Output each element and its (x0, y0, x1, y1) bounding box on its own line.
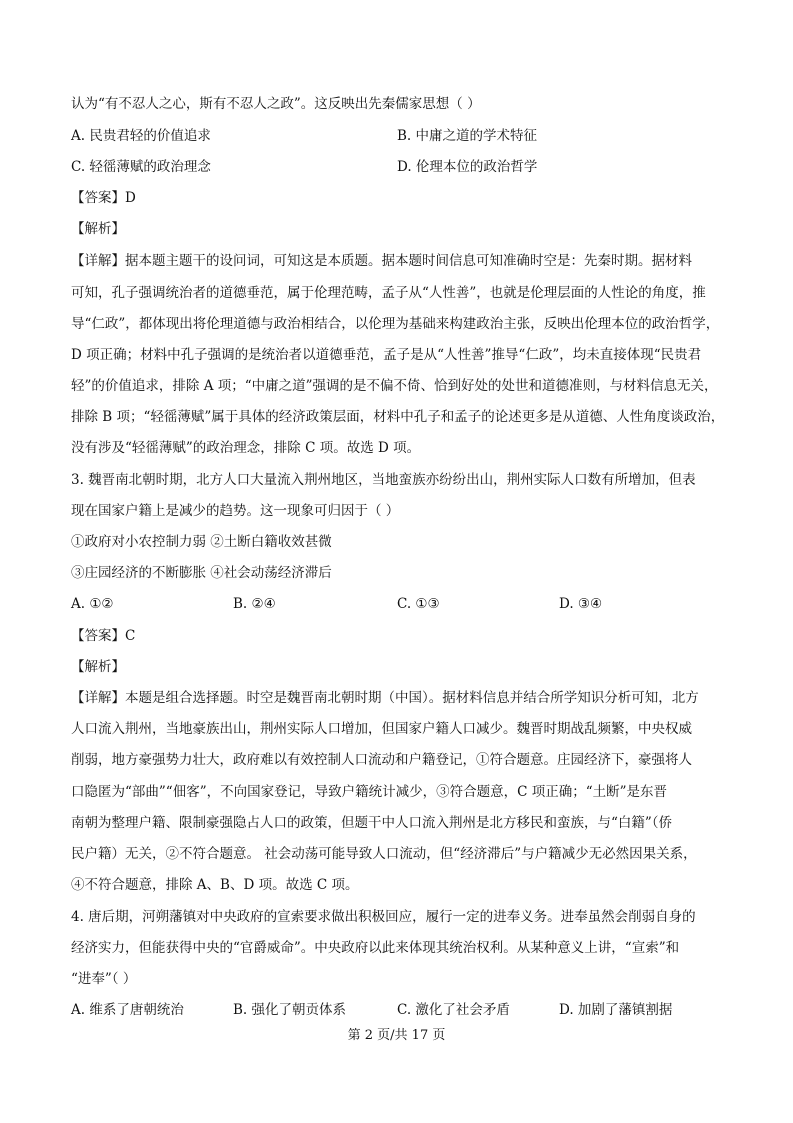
q3-detail-line: 削弱，地方豪强势力壮大，政府难以有效控制人口流动和户籍登记，①符合题意。庄园经济下，豪强将人 (71, 752, 692, 768)
q3-detail-line: ④不符合题意，排除 A、B、D 项。故选 C 项。 (71, 877, 359, 893)
q3-answer: 【答案】C (71, 628, 136, 644)
q2-detail-line: 【详解】据本题主题干的设问词，可知这是本质题。据本题时间信息可知准确时空是：先秦时期。据材料 (71, 253, 692, 269)
q2-option-d: D. 伦理本位的政治哲学 (397, 159, 538, 175)
q2-option-b: B. 中庸之道的学术特征 (397, 128, 538, 144)
q2-detail-line: 可知，孔子强调统治者的道德垂范，属于伦理范畴，孟子从“人性善”，也就是伦理层面的人性论的角度，推 (71, 285, 706, 301)
q3-detail-line: 民户籍）无关，②不符合题意。 社会动荡可能导致人口流动，但“经济滞后”与户籍减少无必然因果关系， (71, 846, 697, 862)
q4-option-d: D. 加剧了藩镇割据 (559, 1002, 673, 1018)
q4-stem-line: 4. 唐后期，河朔藩镇对中央政府的宣索要求做出积极回应，履行一定的进奉义务。进奉虽然会削弱自身的 (71, 909, 696, 925)
q4-stem-line: “进奉”（ ） (71, 971, 137, 987)
q3-item-line: ①政府对小农控制力弱 ②土断白籍收效甚微 (71, 534, 332, 550)
q4-option-c: C. 激化了社会矛盾 (397, 1002, 510, 1018)
q2-stem: 认为“有不忍人之心，斯有不忍人之政”。这反映出先秦儒家思想（ ） (71, 96, 481, 112)
q2-detail-line: 排除 B 项；“轻徭薄赋”属于具体的经济政策层面，材料中孔子和孟子的论述更多是从道德、人性角度谈政治， (71, 409, 725, 425)
q3-detail-line: 【详解】本题是组合选择题。时空是魏晋南北朝时期（中国）。据材料信息并结合所学知识分析可知，北方 (71, 690, 699, 706)
q4-option-a: A. 维系了唐朝统治 (71, 1002, 184, 1018)
q3-option-a: A. ①② (71, 596, 114, 612)
q3-option-d: D. ③④ (559, 596, 603, 612)
q3-stem-line: 现在国家户籍上是减少的趋势。这一现象可归因于（ ） (71, 503, 400, 519)
q2-analysis-label: 【解析】 (71, 221, 125, 237)
q2-detail-line: 没有涉及“轻徭薄赋”的政治理念，排除 C 项。故选 D 项。 (71, 440, 421, 456)
q4-stem-line: 经济实力，但能获得中央的“官爵威命”。中央政府以此来体现其统治权利。从某种意义上讲，“宣索”和 (71, 940, 680, 956)
q2-detail-line: D 项正确；材料中孔子强调的是统治者以道德垂范，孟子是从“人性善”推导“仁政”，均未直接体现“民贵君 (71, 347, 702, 363)
q3-detail-line: 口隐匿为“部曲”“佃客”，不向国家登记，导致户籍统计减少，③符合题意，C 项正确；“土断”是东晋 (71, 784, 668, 800)
q3-item-line: ③庄园经济的不断膨胀 ④社会动荡经济滞后 (71, 565, 332, 581)
q2-detail-line: 导“仁政”，都体现出将伦理道德与政治相结合，以伦理为基础来构建政治主张，反映出伦理本位的政治哲学， (71, 316, 720, 332)
q3-detail-line: 南朝为整理户籍、限制豪强隐占人口的政策，但题干中人口流入荆州是北方移民和蛮族，与“白籍”（侨 (71, 815, 673, 831)
q2-detail-line: 轻”的价值追求，排除 A 项；“中庸之道”强调的是不偏不倚、恰到好处的处世和道德准则，与材料信息无关， (71, 378, 718, 394)
q3-analysis-label: 【解析】 (71, 659, 125, 675)
q3-stem-line: 3. 魏晋南北朝时期，北方人口大量流入荆州地区，当地蛮族亦纷纷出山，荆州实际人口数有所增加，但表 (71, 472, 696, 488)
q3-option-b: B. ②④ (233, 596, 276, 612)
q3-option-c: C. ①③ (397, 596, 440, 612)
q4-option-b: B. 强化了朝贡体系 (233, 1002, 347, 1018)
q2-option-a: A. 民贵君轻的价值追求 (71, 128, 211, 144)
q2-option-c: C. 轻徭薄赋的政治理念 (71, 159, 211, 175)
page-number-footer: 第 2 页/共 17 页 (347, 1028, 446, 1043)
q2-answer: 【答案】D (71, 190, 136, 206)
q3-detail-line: 人口流入荆州，当地豪族出山，荆州实际人口增加，但国家户籍人口减少。魏晋时期战乱频繁，中央权威 (71, 721, 692, 737)
